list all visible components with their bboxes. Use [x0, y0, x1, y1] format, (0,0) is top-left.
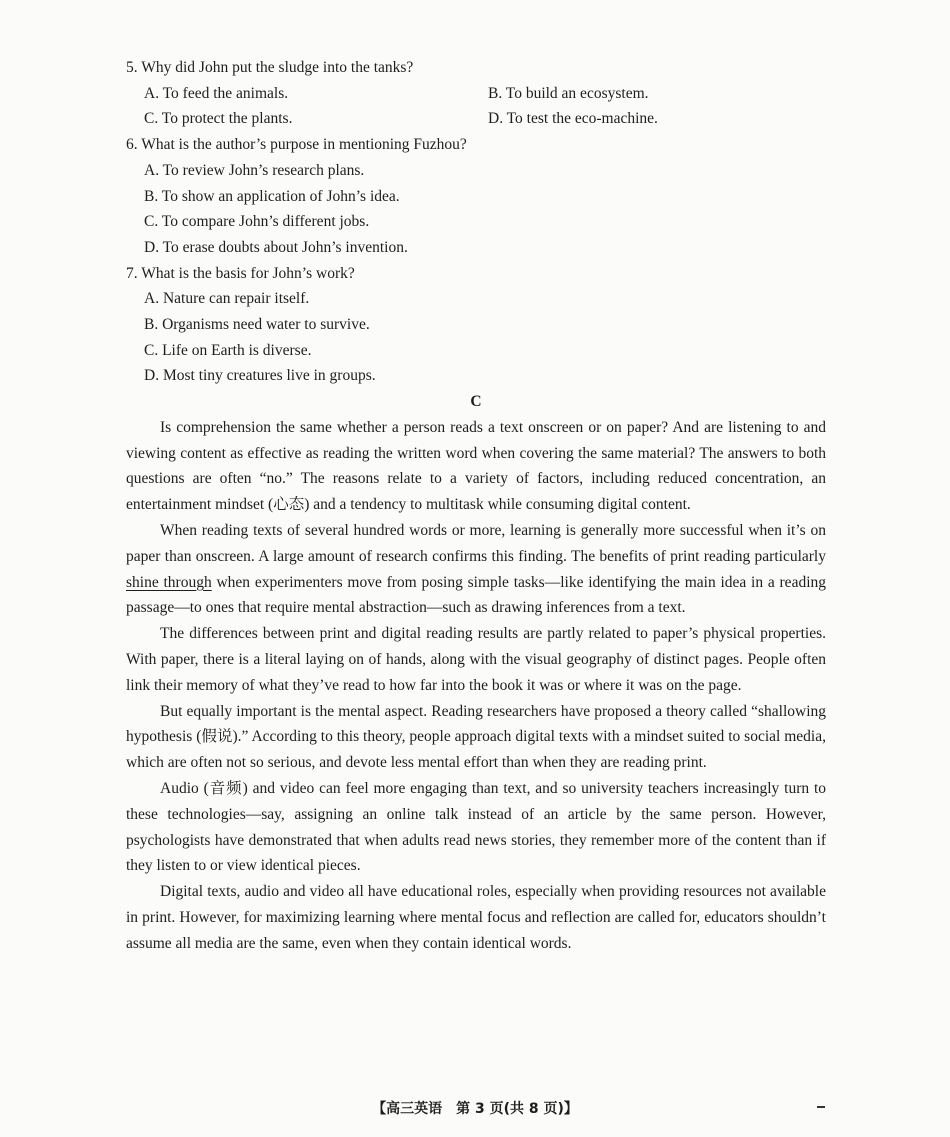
corner-mark — [817, 1106, 825, 1108]
question-7-option-a: A. Nature can repair itself. — [144, 290, 310, 308]
question-6-option-c: C. To compare John’s different jobs. — [144, 213, 370, 231]
question-7-stem: 7. What is the basis for John’s work? — [126, 264, 355, 282]
question-5-option-a: A. To feed the animals. — [144, 84, 289, 102]
paragraph-2-text-before: When reading texts of several hundred words or more, learning is generally more successful when it’s on paper than onscreen. A large amount of research confirms this finding. The benefits of print reading particularly — [126, 522, 826, 565]
page-footer: 【高三英语 第 3 页(共 8 页)】 — [372, 1101, 578, 1117]
question-5-option-d: D. To test the eco-machine. — [488, 110, 658, 128]
passage-paragraph-5: Audio (音频) and video can feel more engaging than text, and so university teachers increasingly turn to these technologies—say, assigning an online talk instead of an article by the same person. However, psychologists have demonstrated that when adults read news stories, they remember more of the content than if they listen to or view identical pieces. — [126, 780, 826, 875]
question-7-option-b: B. Organisms need water to survive. — [144, 316, 370, 334]
passage-paragraph-1: Is comprehension the same whether a person reads a text onscreen or on paper? And are listening to and viewing content as effective as reading the written word when covering the same material? The answers to both questions are often “no.” The reasons relate to a variety of factors, including reduced concentration, an entertainment mindset (心态) and a tendency to multitask while consuming digital content. — [126, 418, 826, 514]
question-5-stem: 5. Why did John put the sludge into the tanks? — [126, 59, 414, 76]
question-5-options-row-1 — [126, 81, 826, 107]
question-6-option-b: B. To show an application of John’s idea. — [144, 187, 400, 205]
exam-page — [126, 55, 826, 957]
question-7-option-d: D. Most tiny creatures live in groups. — [144, 367, 376, 385]
question-6-option-d: D. To erase doubts about John’s invention. — [144, 238, 408, 256]
passage-paragraph-3: The differences between print and digital reading results are partly related to paper’s physical properties. With paper, there is a literal laying on of hands, along with the visual geography of distinct pages. People often link their memory of what they’ve read to how far into the book it was or where it was on the page. — [126, 625, 826, 694]
question-7-option-c: C. Life on Earth is diverse. — [144, 341, 312, 359]
passage-paragraph-2 — [126, 518, 826, 621]
section-heading: C — [470, 393, 482, 411]
question-5-option-c: C. To protect the plants. — [144, 110, 293, 128]
passage-paragraph-6: Digital texts, audio and video all have educational roles, especially when providing resources not available in print. However, for maximizing learning where mental focus and reflection are called for, educators shouldn’t assume all media are the same, even when they contain identical words. — [126, 883, 826, 952]
question-5-options-row-2 — [126, 106, 826, 132]
passage-paragraph-4: But equally important is the mental aspect. Reading researchers have proposed a theory called “shallowing hypothesis (假说).” According to this theory, people approach digital texts with a mindset suited to social media, which are often not so serious, and devote less mental effort than when they are reading print. — [126, 702, 826, 772]
question-6-option-a: A. To review John’s research plans. — [144, 161, 365, 179]
question-5-option-b: B. To build an ecosystem. — [488, 84, 649, 102]
underlined-phrase: shine through — [126, 573, 212, 591]
question-6-stem: 6. What is the author’s purpose in mentioning Fuzhou? — [126, 136, 467, 154]
paragraph-2-text-after: when experimenters move from posing simple tasks—like identifying the main idea in a reading passage—to ones that require mental abstraction—such as drawing inferences from a text. — [126, 573, 826, 617]
